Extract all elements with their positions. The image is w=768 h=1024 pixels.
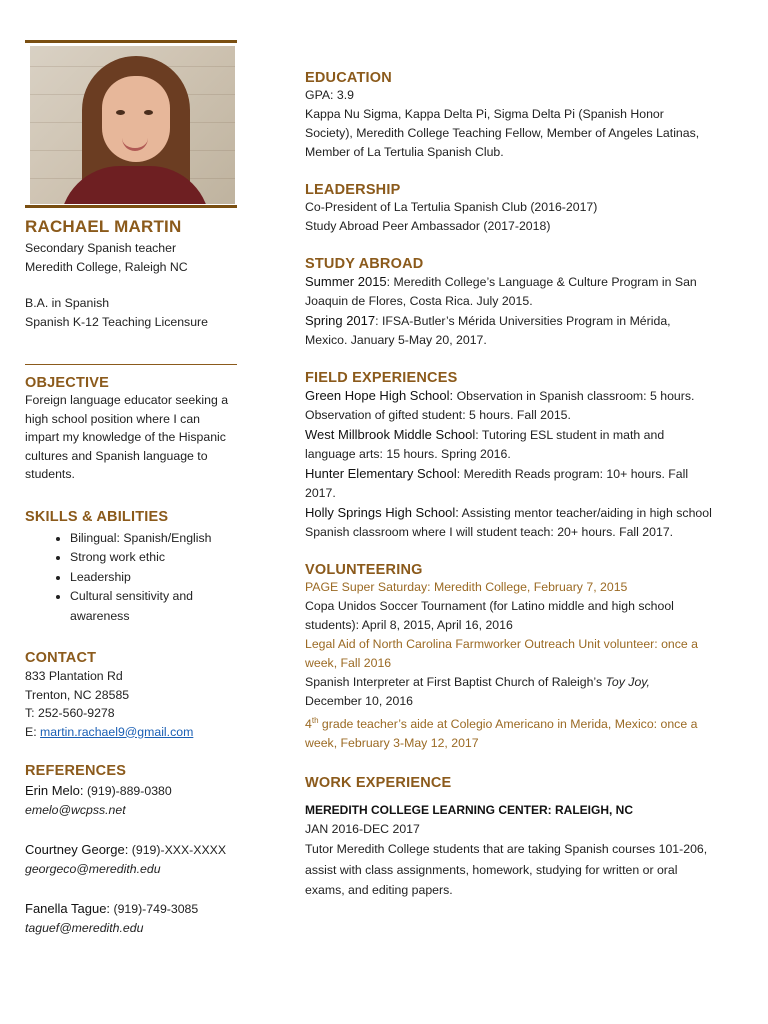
volunteer-text: Spanish Interpreter at First Baptist Church of Raleigh’s [305, 675, 606, 689]
field-detail: Observation in Spanish classroom: 5 hours. Observation of gifted student: 5 hours. Fall 2015. [305, 389, 695, 422]
reference-phone: (919)-XXX-XXXX [131, 843, 227, 857]
field-place: Holly Springs High School: [305, 505, 459, 520]
address-line-1: 833 Plantation Rd [25, 669, 123, 683]
field-heading: FIELD EXPERIENCES [305, 370, 458, 386]
field-place: West Millbrook Middle School [305, 427, 476, 442]
profile-school: Meredith College, Raleigh NC [25, 259, 188, 274]
references-heading: REFERENCES [25, 763, 127, 779]
objective-heading: OBJECTIVE [25, 375, 109, 391]
reference-email: taguef@meredith.edu [25, 920, 144, 935]
field-place: Hunter Elementary School [305, 466, 457, 481]
study-abroad-section [305, 256, 715, 350]
study-term: Summer 2015 [305, 274, 387, 289]
list-item [305, 386, 715, 425]
education-honors: Kappa Nu Sigma, Kappa Delta Pi, Sigma Delta Pi (Spanish Honor Society), Meredith College Teaching Fellow, Member of Angeles Latinas, Member of La Tertulia Spanish Club. [305, 107, 700, 159]
objective-text: Foreign language educator seeking a high school position where I can impart my knowledge of the Hispanic cultures and Spanish language to students. [25, 393, 229, 481]
email-link[interactable]: martin.rachael9@gmail.com [40, 724, 194, 739]
candidate-name: RACHAEL MARTIN [25, 217, 182, 236]
field-detail: : Tutoring ESL student in math and language arts: 15 hours. Spring 2016. [305, 428, 665, 461]
volunteering-section [305, 562, 715, 753]
reference-name: Courtney George: [25, 842, 129, 857]
left-column [25, 40, 237, 937]
list-item [305, 503, 715, 542]
skills-list [25, 529, 237, 627]
list-item [25, 841, 237, 878]
field-place: Green Hope High School: [305, 388, 454, 403]
section-divider [25, 364, 237, 365]
list-item: PAGE Super Saturday: Meredith College, February 7, 2015 [305, 580, 628, 594]
study-term: Spring 2017 [305, 313, 376, 328]
profile-title: Secondary Spanish teacher [25, 241, 177, 255]
reference-phone: (919)-889-0380 [86, 784, 172, 798]
reference-email: georgeco@meredith.edu [25, 861, 161, 876]
list-item [305, 272, 715, 311]
list-item: • Bilingual: Spanish/English [70, 529, 237, 549]
volunteer-text: grade teacher’s aide at Colegio Americano in Merida, Mexico: once a week, February 3-May 12, 2017 [305, 717, 698, 751]
reference-email: emelo@wcpss.net [25, 802, 126, 817]
education-heading: EDUCATION [305, 70, 392, 86]
reference-name: Fanella Tague: [25, 901, 111, 916]
right-column [305, 70, 715, 914]
study-abroad-heading: STUDY ABROAD [305, 256, 424, 272]
leadership-heading: LEADERSHIP [305, 182, 401, 198]
volunteer-date: December 10, 2016 [305, 694, 414, 708]
references-list [25, 782, 237, 937]
skills-heading: SKILLS & ABILITIES [25, 508, 169, 525]
grade-number: 4 [305, 717, 312, 732]
list-item: Legal Aid of North Carolina Farmworker Outreach Unit volunteer: once a week, Fall 2016 [305, 637, 699, 670]
top-divider [25, 40, 237, 43]
field-experiences-section [305, 370, 715, 542]
volunteer-event: Toy Joy, [605, 675, 650, 689]
phone-label: T: [25, 706, 35, 720]
list-item: • Cultural sensitivity and awareness [70, 587, 237, 626]
work-description: Tutor Meredith College students that are taking Spanish courses 101-206, assist with class assignments, homework, studying for written or oral exams, and editing papers. [305, 842, 708, 898]
work-section [305, 775, 715, 901]
list-item [305, 673, 715, 711]
leadership-section [305, 182, 715, 236]
list-item [305, 464, 715, 503]
list-item [25, 782, 237, 819]
list-item: Study Abroad Peer Ambassador (2017-2018) [305, 219, 551, 233]
profile-degree: B.A. in Spanish [25, 296, 110, 310]
list-item: • Leadership [70, 568, 237, 588]
photo-divider [25, 205, 237, 208]
profile-license: Spanish K-12 Teaching Licensure [25, 314, 208, 329]
field-detail: Assisting mentor teacher/aiding in high school Spanish classroom where I will student teach: 20+ hours. Fall 2017. [305, 506, 712, 539]
field-detail: : Meredith Reads program: 10+ hours. Fall 2017. [305, 467, 689, 500]
list-item: Copa Unidos Soccer Tournament (for Latino middle and high school students): April 8, 2015, April 16, 2016 [305, 599, 674, 632]
work-heading: WORK EXPERIENCE [305, 775, 452, 792]
list-item [305, 425, 715, 464]
study-detail: : Meredith College’s Language & Culture Program in San Joaquin de Flores, Costa Rica. July 2015. [305, 275, 697, 308]
reference-name: Erin Melo: [25, 783, 84, 798]
profile-photo [30, 46, 235, 204]
work-employer: MEREDITH COLLEGE LEARNING CENTER: RALEIGH, NC [305, 803, 634, 818]
work-dates: JAN 2016-DEC 2017 [305, 822, 420, 837]
grade-suffix: th [311, 716, 319, 725]
list-item: • Strong work ethic [70, 548, 237, 568]
list-item [305, 311, 715, 350]
address-line-2: Trenton, NC 28585 [25, 687, 130, 702]
study-detail: : IFSA-Butler’s Mérida Universities Program in Mérida, Mexico. January 5-May 20, 2017. [305, 314, 671, 347]
volunteering-heading: VOLUNTEERING [305, 562, 423, 578]
list-item [25, 900, 237, 937]
email-label: E: [25, 724, 37, 739]
contact-heading: CONTACT [25, 650, 97, 666]
list-item [305, 711, 715, 753]
phone-number: 252-560-9278 [38, 706, 115, 720]
education-section [305, 70, 715, 162]
list-item: Co-President of La Tertulia Spanish Club (2016-2017) [305, 200, 598, 214]
education-gpa: GPA: 3.9 [305, 88, 354, 102]
reference-phone: (919)-749-3085 [113, 902, 199, 916]
